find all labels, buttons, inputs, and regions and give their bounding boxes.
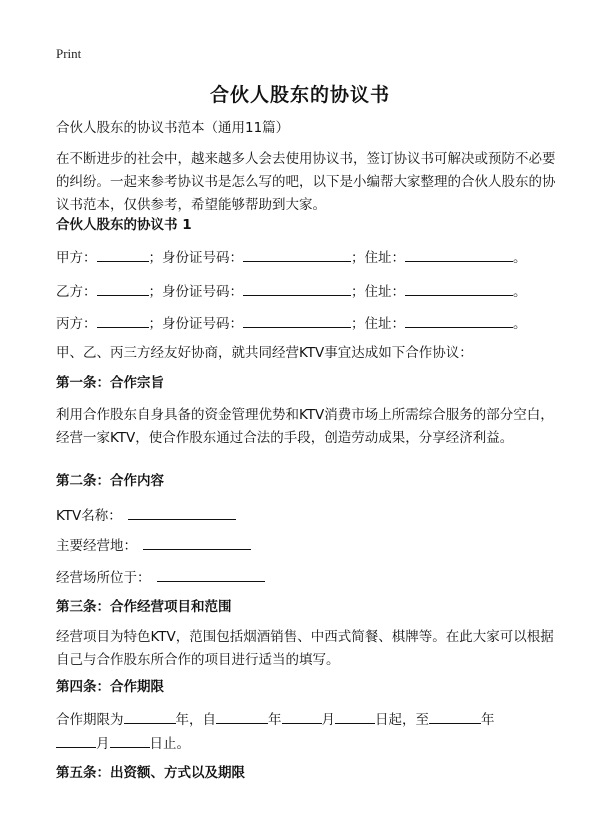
end-day-blank [110,732,150,748]
article-3-heading: 第三条：合作经营项目和范围 [56,599,232,615]
ktv-name-field [56,504,236,528]
party-label: 乙方： [56,284,97,300]
venue-location-blank [157,566,265,582]
main-location-field [56,534,251,558]
article-3-body: 经营项目为特色KTV，范围包括烟酒销售、中西式简餐、棋牌等。在此大家可以根据自己与合作股东所合作的项目进行适当的填写。 [56,629,554,668]
row-end: 。 [513,250,527,266]
article-5-heading: 第五条：出资额、方式以及期限 [56,765,245,781]
start-year-blank [216,708,268,724]
party-name-blank [97,246,149,262]
term-text: 月 [321,712,335,728]
term-text: 月 [96,736,110,752]
term-text: 日起，至 [375,712,429,728]
intro-paragraph: 在不断进步的社会中，越来越多人会去使用协议书，签订协议书可解决或预防不必要的纠纷。一起来参考协议书是怎么写的吧，以下是小编帮大家整理的合伙人股东的协议书范本，仅供参考，希望能够帮助到大家。 [56,151,556,213]
main-location-blank [143,534,251,550]
article-1-body: 利用合作股东自身具备的资金管理优势和KTV消费市场上所需综合服务的部分空白，经营一家KTV，使合作股东通过合法的手段，创造劳动成果，分享经济利益。 [56,407,554,446]
agreement-statement: 甲、乙、丙三方经友好协商，就共同经营KTV事宜达成如下合作协议： [56,345,473,361]
article-2-heading: 第二条：合作内容 [56,473,164,489]
article-4-heading: 第四条：合作期限 [56,679,164,695]
party-label: 甲方： [56,250,97,266]
row-end: 。 [513,284,527,300]
term-text: 年 [268,712,282,728]
party-name-blank [97,312,149,328]
id-label: ；身份证号码： [148,250,243,266]
section-heading: 合伙人股东的协议书 1 [56,217,192,233]
field-label: 经营场所位于： [56,570,151,586]
row-end: 。 [513,316,527,332]
term-text: 年 [481,712,495,728]
end-month-blank [56,732,96,748]
end-year-blank [429,708,481,724]
address-label: ；住址： [351,284,405,300]
term-line-2 [56,732,190,756]
party-name-blank [97,280,149,296]
id-number-blank [243,280,351,296]
id-label: ；身份证号码： [148,284,243,300]
venue-location-field [56,566,265,590]
id-number-blank [243,246,351,262]
address-blank [405,280,513,296]
party-row-a [56,246,527,270]
id-number-blank [243,312,351,328]
address-blank [405,246,513,262]
address-label: ；住址： [351,316,405,332]
field-label: 主要经营地： [56,538,137,554]
term-text: 年，自 [175,712,216,728]
field-label: KTV名称： [56,508,122,524]
term-text: 日止。 [149,736,190,752]
print-link[interactable]: Print [56,46,82,61]
ktv-name-blank [128,504,236,520]
party-row-b [56,280,527,304]
address-label: ；住址： [351,250,405,266]
start-month-blank [282,708,322,724]
party-row-c [56,312,527,336]
term-text: 合作期限为 [56,712,124,728]
document-subtitle: 合伙人股东的协议书范本（通用11篇） [56,120,290,136]
address-blank [405,312,513,328]
page-title: 合伙人股东的协议书 [209,84,390,106]
id-label: ；身份证号码： [148,316,243,332]
party-label: 丙方： [56,316,97,332]
term-years-blank [124,708,176,724]
term-line-1 [56,708,495,732]
start-day-blank [335,708,375,724]
article-1-heading: 第一条：合作宗旨 [56,375,164,391]
